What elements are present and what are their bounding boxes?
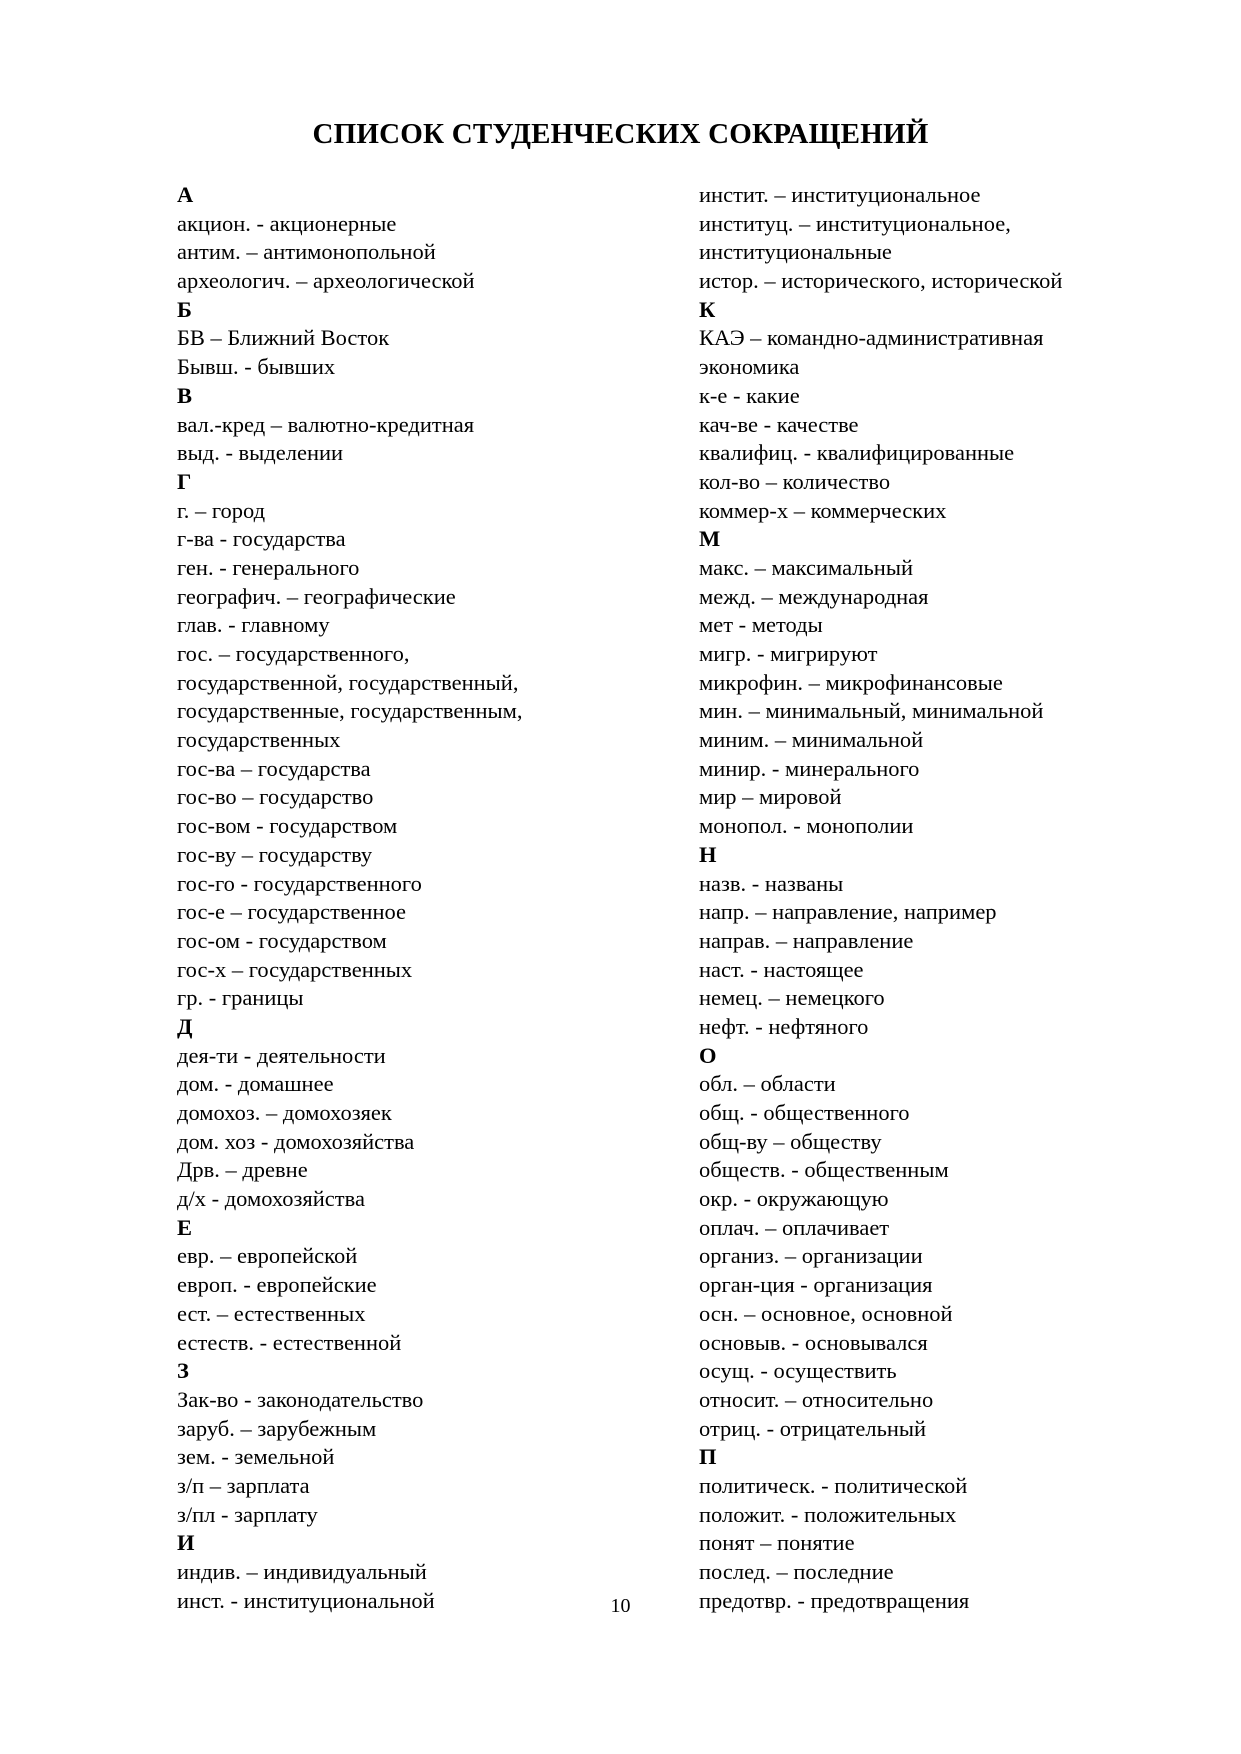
abbreviation-entry: акцион. - акционерные bbox=[177, 210, 397, 236]
abbreviation-entry: государственные, государственным, bbox=[177, 698, 523, 724]
page-title: СПИСОК СТУДЕНЧЕСКИХ СОКРАЩЕНИЙ bbox=[312, 118, 929, 150]
abbreviation-entry: общ-ву – обществу bbox=[699, 1128, 882, 1154]
abbreviation-entry: осн. – основное, основной bbox=[699, 1300, 953, 1326]
abbreviation-entry: институц. – институциональное, bbox=[699, 210, 1011, 236]
abbreviation-entry: обл. – области bbox=[699, 1071, 836, 1097]
abbreviations-left-column bbox=[177, 181, 522, 1615]
abbreviation-entry: гос-ву – государству bbox=[177, 841, 373, 867]
abbreviation-entry: инстит. – институциональное bbox=[699, 182, 981, 207]
page-number: 10 bbox=[610, 1595, 631, 1617]
abbreviation-entry: Зак-во - законодательство bbox=[177, 1386, 424, 1412]
abbreviation-entry: мигр. - мигрируют bbox=[699, 641, 878, 666]
abbreviation-entry: межд. – международная bbox=[699, 583, 929, 609]
section-letter: А bbox=[177, 182, 194, 207]
section-letter: П bbox=[699, 1444, 717, 1470]
abbreviation-entry: предотвр. - предотвращения bbox=[699, 1587, 970, 1613]
abbreviation-entry: понят – понятие bbox=[699, 1530, 855, 1556]
abbreviation-entry: государственной, государственный, bbox=[177, 669, 519, 695]
section-letter: И bbox=[177, 1530, 195, 1556]
abbreviation-entry: естеств. - естественной bbox=[177, 1329, 402, 1355]
abbreviation-entry: зем. - земельной bbox=[177, 1444, 335, 1470]
abbreviation-entry: микрофин. – микрофинансовые bbox=[699, 669, 1003, 695]
section-letter: О bbox=[699, 1042, 717, 1068]
abbreviation-entry: гос-ва – государства bbox=[177, 755, 371, 781]
abbreviation-entry: з/пл - зарплату bbox=[177, 1501, 318, 1527]
abbreviation-entry: минир. - минерального bbox=[699, 755, 920, 781]
abbreviation-entry: миним. – минимальной bbox=[699, 727, 924, 753]
abbreviation-entry: заруб. – зарубежным bbox=[177, 1415, 377, 1441]
abbreviation-entry: политическ. - политической bbox=[699, 1472, 968, 1498]
abbreviation-entry: г. – город bbox=[177, 497, 266, 523]
abbreviation-entry: институциональные bbox=[699, 239, 892, 265]
abbreviation-entry: монопол. - монополии bbox=[699, 813, 914, 839]
abbreviation-entry: общ. - общественного bbox=[699, 1100, 910, 1125]
abbreviation-entry: к-е - какие bbox=[699, 382, 800, 408]
abbreviation-entry: гос-во – государство bbox=[177, 784, 374, 810]
abbreviation-entry: дом. хоз - домохозяйства bbox=[177, 1128, 415, 1154]
abbreviation-entry: Бывш. - бывших bbox=[177, 354, 336, 380]
abbreviation-entry: кач-ве - качестве bbox=[699, 411, 859, 437]
abbreviation-entry: квалифиц. - квалифицированные bbox=[699, 440, 1015, 466]
abbreviation-entry: гос-ом - государством bbox=[177, 927, 387, 953]
abbreviation-entry: гос-вом - государством bbox=[177, 813, 398, 839]
abbreviation-entry: мир – мировой bbox=[699, 784, 842, 810]
abbreviation-entry: экономика bbox=[699, 354, 800, 380]
abbreviation-entry: ест. – естественных bbox=[177, 1300, 366, 1326]
abbreviation-entry: осущ. - осуществить bbox=[699, 1358, 897, 1384]
abbreviation-entry: евр. – европейской bbox=[177, 1243, 358, 1269]
abbreviation-entry: выд. - выделении bbox=[177, 440, 344, 466]
abbreviation-entry: отриц. - отрицательный bbox=[699, 1415, 927, 1441]
abbreviation-entry: ген. - генерального bbox=[177, 554, 360, 580]
section-letter: Б bbox=[177, 296, 192, 322]
abbreviation-entry: антим. – антимонопольной bbox=[177, 239, 436, 265]
abbreviation-entry: гос-го - государственного bbox=[177, 870, 422, 896]
abbreviation-entry: мин. – минимальный, минимальной bbox=[699, 698, 1044, 724]
abbreviation-entry: дея-ти - деятельности bbox=[177, 1042, 386, 1068]
abbreviation-entry: мет - методы bbox=[699, 612, 823, 638]
section-letter: М bbox=[699, 526, 721, 552]
abbreviation-entry: вал.-кред – валютно-кредитная bbox=[177, 411, 475, 437]
abbreviation-entry: макс. – максимальный bbox=[699, 554, 913, 580]
abbreviation-entry: государственных bbox=[177, 727, 341, 753]
abbreviation-entry: основыв. - основывался bbox=[699, 1329, 928, 1355]
abbreviation-entry: гос-е – государственное bbox=[177, 899, 407, 925]
abbreviation-entry: коммер-х – коммерческих bbox=[699, 497, 947, 523]
abbreviation-entry: наст. - настоящее bbox=[699, 956, 864, 982]
section-letter: Д bbox=[177, 1013, 193, 1039]
section-letter: Г bbox=[177, 468, 192, 494]
section-letter: К bbox=[699, 296, 716, 322]
abbreviation-entry: положит. - положительных bbox=[699, 1501, 957, 1527]
section-letter: Н bbox=[699, 841, 717, 867]
abbreviation-entry: назв. - названы bbox=[699, 870, 844, 896]
abbreviation-entry: индив. – индивидуальный bbox=[177, 1559, 427, 1584]
abbreviation-entry: Дрв. – древне bbox=[177, 1157, 308, 1183]
abbreviation-entry: немец. – немецкого bbox=[699, 985, 885, 1011]
section-letter: В bbox=[177, 382, 193, 408]
abbreviation-entry: д/х - домохозяйства bbox=[177, 1186, 365, 1212]
abbreviation-entry: гр. - границы bbox=[177, 985, 304, 1011]
abbreviation-entry: КАЭ – командно-административная bbox=[699, 325, 1044, 351]
section-letter: Е bbox=[177, 1214, 193, 1240]
abbreviation-entry: напр. – направление, например bbox=[699, 899, 997, 925]
abbreviation-entry: направ. – направление bbox=[699, 927, 914, 953]
abbreviation-entry: орган-ция - организация bbox=[699, 1272, 933, 1298]
abbreviation-entry: относит. – относительно bbox=[699, 1386, 934, 1412]
abbreviation-entry: БВ – Ближний Восток bbox=[177, 325, 390, 351]
abbreviation-entry: гос. – государственного, bbox=[177, 641, 410, 666]
abbreviation-entry: инст. - институциональной bbox=[177, 1587, 435, 1613]
abbreviation-entry: европ. - европейские bbox=[177, 1272, 377, 1298]
abbreviation-entry: нефт. - нефтяного bbox=[699, 1013, 869, 1039]
abbreviation-entry: организ. – организации bbox=[699, 1243, 923, 1269]
abbreviation-entry: гос-х – государственных bbox=[177, 956, 413, 982]
abbreviation-entry: оплач. – оплачивает bbox=[699, 1214, 890, 1240]
abbreviation-entry: домохоз. – домохозяек bbox=[177, 1100, 392, 1125]
abbreviation-entry: окр. - окружающую bbox=[699, 1186, 889, 1212]
abbreviation-entry: г-ва - государства bbox=[177, 526, 346, 552]
abbreviation-entry: дом. - домашнее bbox=[177, 1071, 334, 1097]
abbreviation-entry: обществ. - общественным bbox=[699, 1157, 949, 1183]
abbreviation-entry: географич. – географические bbox=[177, 583, 456, 609]
abbreviation-entry: глав. - главному bbox=[177, 612, 330, 638]
section-letter: З bbox=[177, 1358, 189, 1384]
abbreviation-entry: истор. – исторического, исторической bbox=[699, 268, 1063, 294]
abbreviation-entry: кол-во – количество bbox=[699, 468, 891, 494]
abbreviation-entry: археологич. – археологической bbox=[177, 268, 475, 294]
abbreviation-entry: з/п – зарплата bbox=[177, 1472, 310, 1498]
abbreviation-entry: послед. – последние bbox=[699, 1559, 894, 1584]
abbreviations-right-column bbox=[699, 181, 1062, 1615]
